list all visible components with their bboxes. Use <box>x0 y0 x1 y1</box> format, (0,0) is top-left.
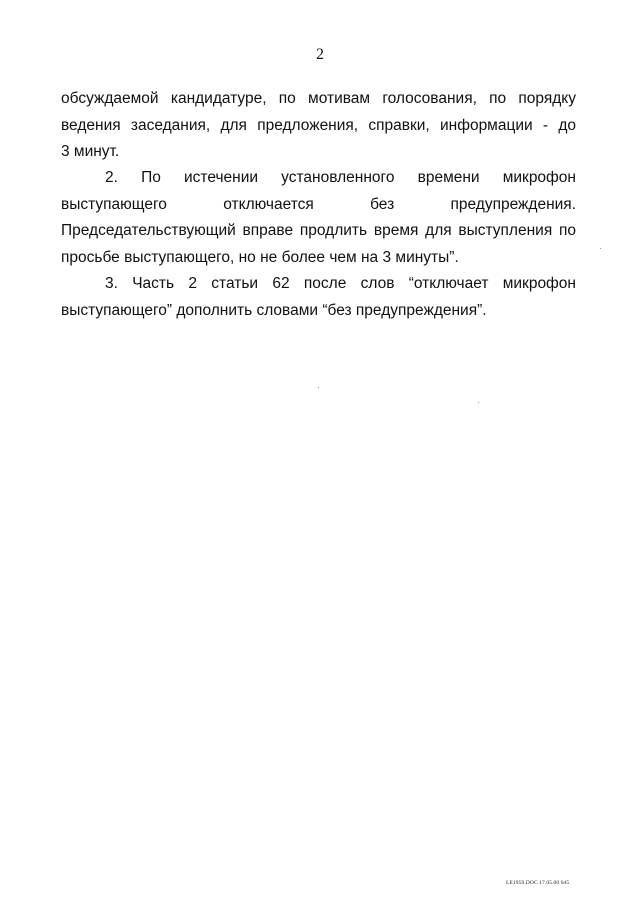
paragraph-1 <box>61 86 576 166</box>
paragraph-line: 3 минут. <box>61 143 120 160</box>
paragraph-line: выступающего отключается без предупреждения. <box>61 195 576 213</box>
paragraph-line: ведения заседания, для предложения, справки, информации - до <box>61 116 576 134</box>
paragraph-line: просьбе выступающего, но не более чем на 3 минуты”. <box>61 248 459 266</box>
page-number: 2 <box>316 46 324 63</box>
scan-speck <box>478 402 479 403</box>
scan-speck <box>600 248 601 249</box>
paragraph-line: 2. По истечении установленного времени микрофон <box>105 169 576 186</box>
paragraph-line: Председательствующий вправе продлить время для выступления по <box>61 222 576 239</box>
paragraph-line: обсуждаемой кандидатуре, по мотивам голосования, по порядку <box>61 90 576 107</box>
paragraph-line: 3. Часть 2 статьи 62 после слов “отключает микрофон <box>105 275 576 292</box>
paragraph-3 <box>61 271 576 324</box>
paragraph-line: выступающего” дополнить словами “без предупреждения”. <box>61 301 487 319</box>
scan-speck <box>318 387 319 388</box>
paragraph-2 <box>61 165 576 271</box>
footer-file-code: LE1959.DOC 17.05.00 645 <box>506 880 570 886</box>
